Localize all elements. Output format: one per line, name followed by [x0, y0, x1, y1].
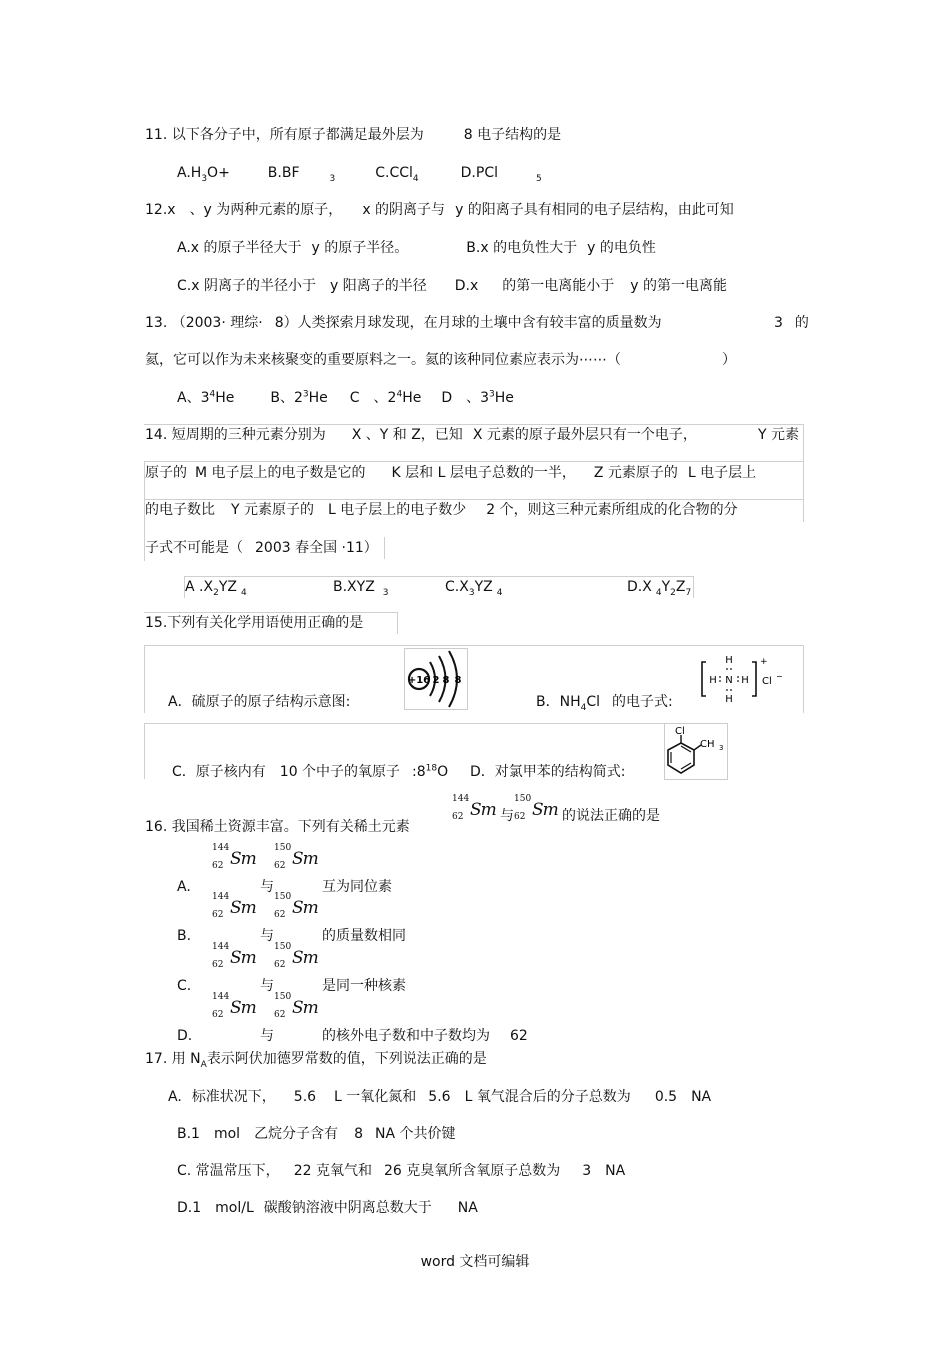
isotope-sm-150-symbol: Sm — [292, 849, 318, 869]
shell-3-count: 8 — [454, 675, 462, 686]
option-text: 的质量数相同 — [322, 928, 406, 944]
q15-stem-rule — [144, 612, 398, 613]
q15-option-d: D．对氯甲苯的结构简式: — [470, 764, 626, 780]
q17-option-b: B.1 mol 乙烷分子含有 8 NA 个共价键 — [177, 1126, 456, 1142]
isotope-sm-150-symbol: Sm — [292, 948, 318, 968]
isotope-sm-150-symbol: Sm — [292, 898, 318, 918]
chlorotoluene-structure — [664, 723, 728, 780]
h-right: H — [741, 675, 749, 686]
option-value: 62 — [510, 1028, 528, 1044]
isotope-sm-144-symbol: Sm — [230, 998, 256, 1018]
h-bottom: H — [725, 694, 733, 705]
isotope-sm-144-number: 62 — [212, 861, 224, 871]
option-label: A. — [177, 879, 191, 895]
q14-options-rule — [184, 576, 694, 577]
isotope-sm-144-number: 62 — [212, 910, 224, 920]
q16-option — [177, 942, 406, 995]
q11-option-a: $A.H_3O+$ — [177, 165, 230, 184]
option-text: 是同一种核素 — [322, 978, 406, 994]
q15-box-left — [144, 645, 145, 713]
q11-option-b: B.BF $_3$ — [267, 165, 336, 184]
q15-box-top — [144, 645, 804, 646]
q17-option-a: A. 标准状况下， 5.6 L 一氧化氮和 5.6 L 氧气混合后的分子总数为 0.5 NA — [168, 1089, 712, 1105]
q14-option-b: B.XYZ $_3$ — [333, 579, 389, 598]
chloride-ion: Cl — [762, 676, 772, 687]
option-label: C. — [177, 978, 192, 994]
q14-line3: 的电子数比 Y 元素原子的 L 电子层上的电子数少 2 个，则这三种元素所组成的化合物的分 — [145, 502, 738, 518]
q14-line1-end: Y 元素 — [758, 427, 800, 443]
page-footer: word 文档可编辑 — [420, 1254, 530, 1270]
q13-stem-line2: 氦，它可以作为未来核聚变的重要原料之一。氦的该种同位素应表示为⋯⋯（ — [145, 352, 621, 368]
q13-options — [177, 389, 514, 407]
option-text: 的核外电子数和中子数均为 — [322, 1028, 490, 1044]
q13-option-b: B、$2^3He$ — [270, 389, 328, 406]
joiner: 与 — [260, 1028, 274, 1044]
isotope-sm-144 — [212, 942, 260, 974]
q12-options-cd — [177, 277, 727, 295]
cation-charge: + — [760, 657, 768, 667]
q14-options-right — [693, 576, 694, 598]
q15-stem-end — [397, 612, 398, 634]
q11-stem: 11. 以下各分子中，所有原子都满足最外层为 8 电子结构的是 — [145, 127, 562, 143]
q16-option — [177, 992, 528, 1045]
q12-stem: 12.x 、y 为两种元素的原子， x 的阴离子与 y 的阳离子具有相同的电子层结构，由此可知 — [145, 202, 734, 218]
isotope-sm-144 — [212, 843, 260, 875]
isotope-sm-150-mass: 150 — [274, 992, 292, 1002]
isotope-sm-150-number: 62 — [274, 861, 286, 871]
h-left: H — [709, 675, 717, 686]
q14-line4: 子式不可能是（ 2003 春全国 ·11） — [145, 540, 378, 556]
shell-2-count: 8 — [442, 675, 450, 686]
q15-box-left2 — [144, 723, 145, 779]
ammonium-chloride-electron-formula — [700, 652, 784, 706]
q11-option-c: C.CCl$_4$ — [375, 165, 419, 184]
isotope-sm-150-number: 62 — [274, 910, 286, 920]
methyl-subscript: 3 — [719, 744, 724, 752]
q16-option — [177, 843, 392, 896]
isotope-sm-144-symbol: Sm — [230, 898, 256, 918]
q12-option-c: C.x 阴离子的半径小于 y 阳离子的半径 — [177, 278, 427, 294]
q17-option-d: D.1 mol/L 碳酸钠溶液中阴离总数大于 NA — [177, 1200, 478, 1216]
isotope-sm-144-mass: 144 — [212, 992, 230, 1002]
q14-box-end — [384, 537, 385, 559]
q14-line2: 原子的 M 电子层上的电子数是它的 K 层和 L 层电子总数的一半， Z 元素原子的 L 电子层上 — [145, 465, 757, 481]
q14-option-d: D.X $_4Y_2Z_7$ — [627, 579, 692, 598]
q14-rule-1 — [144, 461, 804, 462]
methyl-substituent: CH — [700, 739, 715, 750]
isotope-sm-150: 150 62 Sm — [514, 794, 558, 822]
isotope-sm-144-number: 62 — [212, 1010, 224, 1020]
q14-box-right — [803, 424, 804, 522]
isotope-sm-150 — [274, 992, 322, 1024]
q16-stem: 16. 我国稀土资源丰富。下列有关稀土元素 — [145, 819, 410, 835]
anion-charge: − — [776, 672, 783, 681]
q12-options-ab — [177, 239, 656, 257]
option-label: B. — [177, 928, 192, 944]
isotope-sm-150 — [274, 843, 322, 875]
isotope-sm-144-symbol: Sm — [230, 948, 256, 968]
q15-option-a: A．硫原子的原子结构示意图: — [168, 694, 351, 710]
q17-option-c: C. 常温常压下， 22 克氧气和 26 克臭氧所含氧原子总数为 3 NA — [177, 1163, 626, 1179]
isotope-sm-144-mass: 144 — [212, 843, 230, 853]
joiner: 与 — [260, 928, 274, 944]
h-top: H — [725, 655, 733, 666]
q12-option-a: A.x 的原子半径大于 y 的原子半径。 — [177, 240, 409, 256]
q15-box-right — [803, 645, 804, 713]
q15-option-c: C．原子核内有 10 个中子的氧原子 $:8^{18}O$ — [172, 763, 449, 780]
q14-line1: 14. 短周期的三种元素分别为 X 、Y 和 Z，已知 X 元素的原子最外层只有一个电子， — [145, 427, 697, 443]
joiner: 与 — [260, 879, 274, 895]
q13-option-a: A、$3^4He$ — [177, 389, 235, 406]
isotope-sm-150-mass: 150 — [274, 892, 292, 902]
isotope-sm-150-mass: 150 — [274, 843, 292, 853]
q16-option — [177, 892, 406, 945]
isotope-sm-144-mass: 144 — [212, 892, 230, 902]
q13-stem-line1: 13. （2003· 理综· 8）人类探索月球发现，在月球的土壤中含有较丰富的质量数为 — [145, 315, 662, 331]
joiner: 与 — [260, 978, 274, 994]
q11-options — [177, 164, 542, 182]
isotope-sm-144: 144 62 Sm — [452, 794, 496, 822]
n-center: N — [725, 675, 733, 686]
q14-option-c: $C.X_3YZ$ $_4$ — [445, 579, 503, 598]
q11-option-d: D.PCl $_5$ — [460, 165, 542, 184]
q15-option-b: B．$NH_4Cl$ 的电子式: — [536, 694, 673, 713]
cl-substituent: Cl — [675, 726, 685, 737]
q15-box-mid — [144, 723, 724, 724]
sulfur-atom-diagram — [404, 648, 468, 710]
isotope-sm-150-number: 62 — [274, 960, 286, 970]
isotope-sm-144 — [212, 992, 260, 1024]
q14-box-top — [144, 424, 804, 425]
q13-stem-line1-end: 3 的 — [774, 315, 809, 331]
isotope-sm-150 — [274, 892, 322, 924]
q15-stem: 15.下列有关化学用语使用正确的是 — [145, 615, 364, 631]
isotope-sm-144-mass: 144 — [212, 942, 230, 952]
isotope-sm-144-number: 62 — [212, 960, 224, 970]
nucleus-label: +16 — [407, 675, 431, 686]
q12-option-d: D.x 的第一电离能小于 y 的第一电离能 — [454, 278, 727, 294]
shell-1-count: 2 — [432, 675, 440, 686]
q13-option-d: D 、$3^3He$ — [441, 389, 514, 406]
isotope-sm-144 — [212, 892, 260, 924]
q12-option-b: B.x 的电负性大于 y 的电负性 — [466, 240, 656, 256]
isotope-sm-150-symbol: Sm — [292, 998, 318, 1018]
isotope-sm-150-number: 62 — [274, 1010, 286, 1020]
isotope-sm-150 — [274, 942, 322, 974]
option-label: D. — [177, 1028, 193, 1044]
q17-stem: 17. 用 $N_A$表示阿伏加德罗常数的值，下列说法正确的是 — [145, 1051, 487, 1070]
q14-rule-2 — [144, 499, 804, 500]
option-text: 互为同位素 — [322, 879, 392, 895]
q14-option-a: A $.X_2YZ$ $_4$ — [185, 579, 247, 598]
q13-option-c: C 、$2^4He$ — [349, 389, 422, 406]
q16-stem-isotopes: 144 62 Sm 与 150 62 Sm 的说法正确的是 — [452, 794, 660, 824]
q13-stem-line2-end: ） — [722, 352, 736, 368]
isotope-sm-150-mass: 150 — [274, 942, 292, 952]
isotope-sm-144-symbol: Sm — [230, 849, 256, 869]
